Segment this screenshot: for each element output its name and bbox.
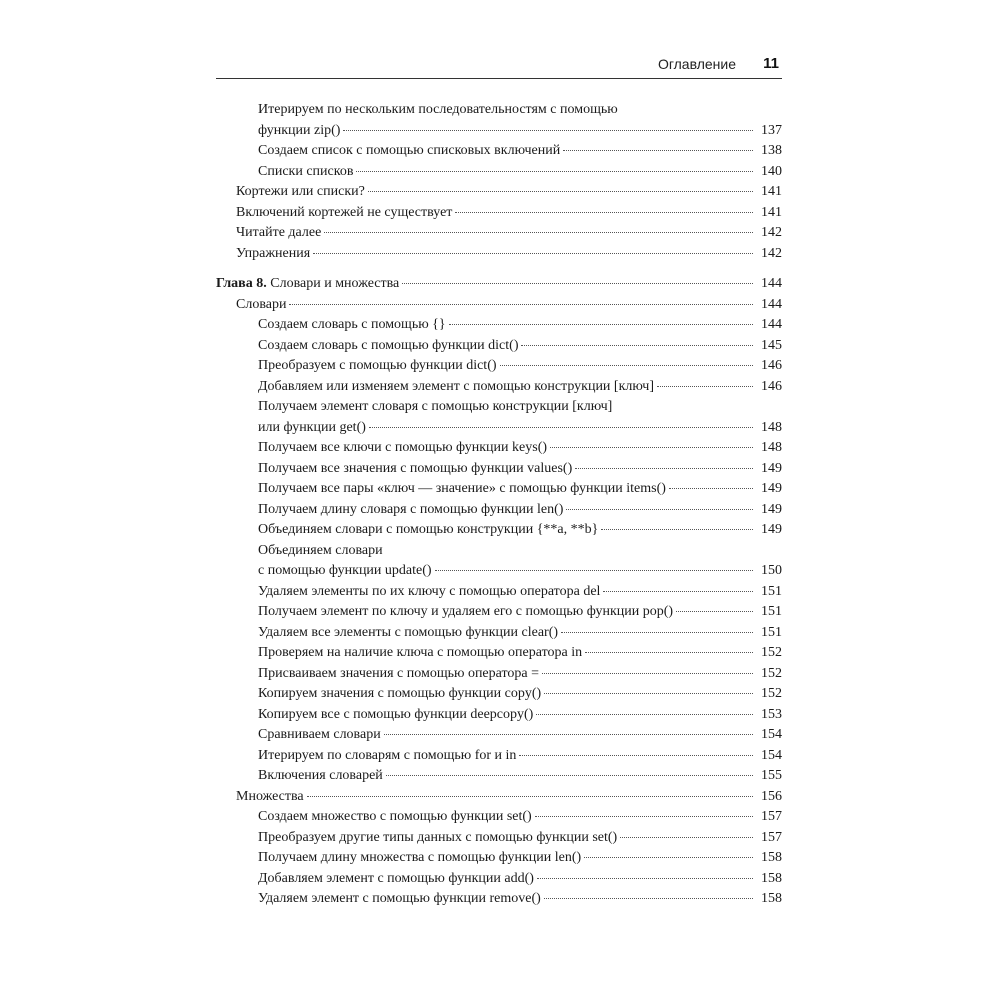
toc-entry[interactable]: [216, 100, 782, 141]
dot-leader: [535, 816, 753, 817]
toc-page-number: 158: [761, 850, 782, 865]
toc-entry[interactable]: [216, 479, 782, 500]
toc-entry[interactable]: [216, 746, 782, 767]
dot-leader: [575, 468, 753, 469]
toc-page-number: 156: [761, 788, 782, 804]
toc-page-number: 141: [761, 204, 782, 220]
toc-entry[interactable]: [216, 807, 782, 828]
toc-entry[interactable]: [216, 162, 782, 183]
dot-leader: [500, 365, 753, 366]
toc-entry-title: Включения словарей: [258, 768, 383, 783]
toc-page-number: 140: [761, 163, 782, 179]
dot-leader: [386, 775, 753, 776]
toc-entry-title: Получаем все ключи с помощью функции keys(): [258, 440, 548, 455]
dot-leader: [676, 611, 753, 612]
toc-entry-title: Присваиваем значения с помощью оператора =: [258, 665, 540, 681]
toc-page-number: 153: [761, 706, 782, 722]
toc-entry-title: Создаем словарь с помощью {}: [258, 317, 446, 332]
toc-entry-title: с помощью функции update(): [258, 563, 432, 578]
toc-page-number: 149: [761, 501, 782, 517]
toc-entry[interactable]: [216, 223, 782, 244]
toc-page-number: 154: [761, 747, 782, 763]
toc-entry-title: Проверяем на наличие ключа с помощью оператора in: [258, 645, 583, 660]
toc-entry-title: Множества: [236, 788, 304, 804]
dot-leader: [537, 878, 753, 879]
toc-entry-title: Получаем длину словаря с помощью функции len(): [258, 501, 564, 517]
toc-entry-title: Добавляем элемент с помощью функции add(): [258, 870, 534, 886]
toc-entry-title: Создаем множество с помощью функции set(): [258, 809, 532, 824]
dot-leader: [566, 509, 753, 510]
dot-leader: [289, 304, 753, 305]
toc-entry-title: Копируем все с помощью функции deepcopy(): [258, 706, 534, 722]
toc-entry[interactable]: [216, 356, 782, 377]
toc-page-number: 149: [761, 522, 782, 537]
toc-chapter-entry[interactable]: [216, 274, 782, 295]
dot-leader: [657, 386, 753, 387]
toc-entry-title: Включений кортежей не существует: [236, 204, 453, 220]
toc-entry-title: Преобразуем с помощью функции dict(): [258, 358, 497, 373]
toc-page-number: 158: [761, 870, 782, 886]
toc-entry[interactable]: [216, 623, 782, 644]
dot-leader: [384, 734, 753, 735]
toc-page-number: 138: [761, 143, 782, 158]
dot-leader: [584, 857, 753, 858]
toc-page-number: 157: [761, 829, 782, 845]
toc-chapter-number: Глава 8.: [216, 276, 267, 291]
dot-leader: [544, 898, 753, 899]
toc-entry[interactable]: [216, 397, 782, 438]
dot-leader: [561, 632, 753, 633]
toc-entry-title: или функции get(): [258, 419, 366, 435]
toc-entry[interactable]: [216, 828, 782, 849]
toc-page-number: 150: [761, 563, 782, 578]
dot-leader: [402, 283, 753, 284]
dot-leader: [435, 570, 753, 571]
dot-leader: [620, 837, 753, 838]
toc-entry[interactable]: [216, 787, 782, 808]
toc-page-number: 151: [761, 583, 782, 599]
toc-page-number: 152: [761, 665, 782, 681]
table-of-contents: [216, 100, 782, 910]
toc-entry[interactable]: [216, 295, 782, 316]
dot-leader: [455, 212, 753, 213]
toc-entry[interactable]: [216, 848, 782, 869]
toc-page-number: 146: [761, 378, 782, 394]
toc-entry-title-line: Итерируем по нескольким последовательностям с помощью: [258, 102, 618, 117]
toc-page-number: 152: [761, 686, 782, 701]
toc-entry[interactable]: [216, 664, 782, 685]
toc-entry[interactable]: [216, 602, 782, 623]
toc-entry-title: Сравниваем словари: [258, 727, 381, 742]
dot-leader: [563, 150, 753, 151]
toc-entry[interactable]: [216, 541, 782, 582]
toc-page-number: 141: [761, 184, 782, 199]
dot-leader: [536, 714, 753, 715]
toc-entry-title: Удаляем элемент с помощью функции remove(): [258, 891, 541, 906]
toc-entry[interactable]: [216, 582, 782, 603]
dot-leader: [313, 253, 753, 254]
toc-entry[interactable]: [216, 315, 782, 336]
toc-page-number: 157: [761, 809, 782, 824]
dot-leader: [603, 591, 753, 592]
toc-entry-title-line: Объединяем словари: [258, 542, 383, 558]
toc-entry-title: Читайте далее: [236, 225, 322, 240]
dot-leader: [542, 673, 753, 674]
toc-entry[interactable]: [216, 336, 782, 357]
toc-entry[interactable]: [216, 766, 782, 787]
dot-leader: [544, 693, 753, 694]
dot-leader: [669, 488, 753, 489]
toc-entry-title: Списки списков: [258, 163, 354, 179]
toc-entry[interactable]: [216, 705, 782, 726]
toc-page-number: 148: [761, 440, 782, 455]
toc-entry-title: Копируем значения с помощью функции copy(): [258, 686, 542, 701]
toc-page-number: 148: [761, 419, 782, 435]
toc-page-number: 149: [761, 481, 782, 496]
toc-entry-title: Получаем длину множества с помощью функции len(): [258, 850, 582, 865]
toc-page-number: 152: [761, 645, 782, 660]
toc-entry[interactable]: [216, 244, 782, 265]
toc-entry-title: Итерируем по словарям с помощью for и in: [258, 747, 517, 763]
toc-entry[interactable]: [216, 203, 782, 224]
running-header: [216, 54, 782, 79]
toc-entry-title: Получаем все значения с помощью функции values(): [258, 460, 573, 476]
toc-entry[interactable]: [216, 869, 782, 890]
dot-leader: [550, 447, 753, 448]
toc-entry[interactable]: [216, 520, 782, 541]
toc-entry[interactable]: [216, 889, 782, 910]
toc-page-number: 151: [761, 624, 782, 640]
toc-page-number: 137: [761, 122, 782, 138]
toc-page-number: 144: [761, 317, 782, 332]
toc-page-number: 149: [761, 460, 782, 476]
toc-page-number: 146: [761, 358, 782, 373]
toc-page-number: 142: [761, 245, 782, 261]
dot-leader: [356, 171, 753, 172]
toc-page-number: 144: [761, 276, 782, 291]
dot-leader: [601, 529, 753, 530]
toc-entry-title: Объединяем словари с помощью конструкции {**a, **b}: [258, 522, 599, 537]
toc-entry[interactable]: [216, 377, 782, 398]
toc-entry-title: Создаем словарь с помощью функции dict(): [258, 337, 519, 353]
toc-entry[interactable]: [216, 141, 782, 162]
toc-entry-title: Словари и множества: [270, 276, 400, 291]
toc-page-number: 158: [761, 891, 782, 906]
dot-leader: [585, 652, 753, 653]
toc-page-number: 154: [761, 727, 782, 742]
toc-entry-title: Добавляем или изменяем элемент с помощью конструкции [ключ]: [258, 378, 655, 394]
toc-entry-title: Словари: [236, 296, 287, 312]
toc-page-number: 145: [761, 337, 782, 353]
toc-entry[interactable]: [216, 438, 782, 459]
dot-leader: [307, 796, 753, 797]
toc-entry-title: Упражнения: [236, 245, 311, 261]
dot-leader: [324, 232, 753, 233]
toc-entry[interactable]: [216, 500, 782, 521]
toc-page-number: 142: [761, 225, 782, 240]
dot-leader: [369, 427, 753, 428]
toc-entry[interactable]: [216, 725, 782, 746]
toc-page-number: 151: [761, 604, 782, 619]
running-header-title: Оглавление: [657, 56, 736, 72]
toc-entry-title: функции zip(): [258, 122, 341, 138]
dot-leader: [368, 191, 753, 192]
running-header-page-number: 11: [763, 55, 779, 72]
toc-entry-title: Получаем все пары «ключ — значение» с помощью функции items(): [258, 481, 666, 496]
toc-page-number: 155: [761, 768, 782, 783]
toc-entry[interactable]: [216, 459, 782, 480]
dot-leader: [449, 324, 753, 325]
dot-leader: [519, 755, 753, 756]
toc-entry[interactable]: [216, 684, 782, 705]
toc-entry-title: Получаем элемент по ключу и удаляем его с помощью функции pop(): [258, 604, 674, 619]
toc-entry[interactable]: [216, 182, 782, 203]
toc-entry-title: Удаляем все элементы с помощью функции clear(): [258, 624, 559, 640]
toc-page-number: 144: [761, 296, 782, 312]
dot-leader: [343, 130, 753, 131]
toc-entry-title: Создаем список с помощью списковых включений: [258, 143, 561, 158]
toc-entry-title: Удаляем элементы по их ключу с помощью оператора del: [258, 583, 601, 599]
toc-entry[interactable]: [216, 643, 782, 664]
toc-entry-title: Преобразуем другие типы данных с помощью функции set(): [258, 829, 618, 845]
dot-leader: [521, 345, 753, 346]
toc-entry-title: Кортежи или списки?: [236, 184, 365, 199]
toc-entry-title-line: Получаем элемент словаря с помощью конструкции [ключ]: [258, 399, 613, 414]
